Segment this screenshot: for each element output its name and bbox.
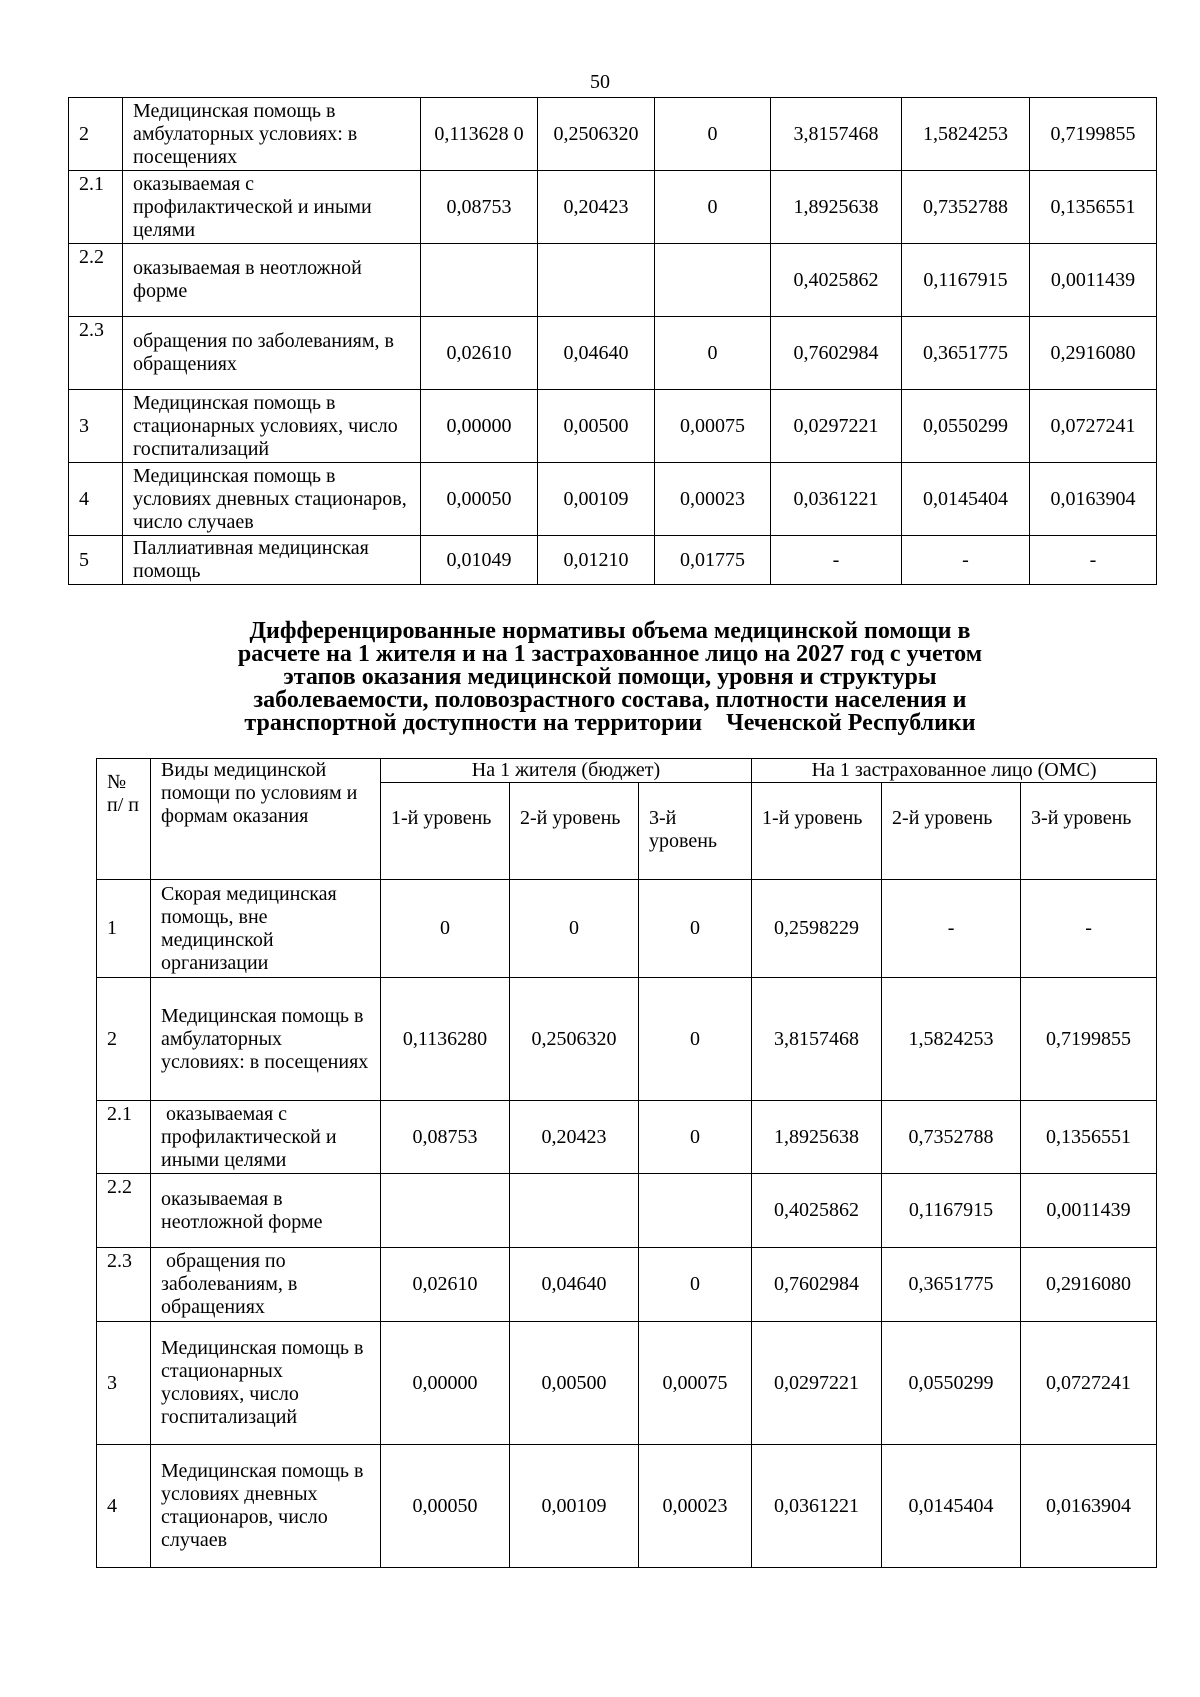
budget-level-2 <box>510 1174 639 1248</box>
budget-level-1: 0,08753 <box>421 171 538 244</box>
row-name: Медицинская помощь в стационарных условиях, число госпитализаций <box>123 390 421 463</box>
budget-level-1 <box>381 1174 510 1248</box>
budget-level-1: 0,00050 <box>421 463 538 536</box>
oms-level-2: 0,3651775 <box>902 317 1030 390</box>
oms-level-3: 0,0727241 <box>1030 390 1157 463</box>
budget-level-2: 0,04640 <box>538 317 655 390</box>
table-row <box>97 1322 1157 1445</box>
budget-level-3: 0,00023 <box>655 463 771 536</box>
budget-level-2: 0,00109 <box>510 1445 639 1568</box>
oms-level-3: 0,0163904 <box>1021 1445 1157 1568</box>
table-row <box>69 317 1157 390</box>
oms-level-1: 0,7602984 <box>771 317 902 390</box>
budget-level-3: 0,00075 <box>639 1322 752 1445</box>
title-line: этапов оказания медицинской помощи, уровня и структуры <box>283 664 937 690</box>
header-oms: На 1 застрахованное лицо (ОМС) <box>752 759 1157 783</box>
budget-level-3: 0 <box>639 880 752 978</box>
section-title <box>140 620 1080 735</box>
oms-level-2: 1,5824253 <box>882 978 1021 1101</box>
table-row <box>69 98 1157 171</box>
row-name: обращения по заболеваниям, в обращениях <box>151 1248 381 1322</box>
budget-level-1 <box>421 244 538 317</box>
row-number: 4 <box>69 463 123 536</box>
row-name: оказываемая с профилактической и иными целями <box>151 1101 381 1174</box>
header-oms-level-1: 1-й уровень <box>752 783 882 880</box>
table-row <box>69 536 1157 585</box>
row-name: оказываемая в неотложной форме <box>151 1174 381 1248</box>
row-name: Скорая медицинская помощь, вне медицинской организации <box>151 880 381 978</box>
row-number: 2.3 <box>97 1248 151 1322</box>
budget-level-3: 0 <box>639 978 752 1101</box>
budget-level-2: 0,20423 <box>538 171 655 244</box>
row-name: Медицинская помощь в стационарных условиях, число госпитализаций <box>151 1322 381 1445</box>
row-name: Медицинская помощь в амбулаторных условиях: в посещениях <box>151 978 381 1101</box>
table-row <box>97 880 1157 978</box>
oms-level-2: 0,1167915 <box>882 1174 1021 1248</box>
oms-level-1: 0,0297221 <box>771 390 902 463</box>
budget-level-3: 0,00075 <box>655 390 771 463</box>
budget-level-1: 0,00000 <box>381 1322 510 1445</box>
table-bottom <box>96 758 1157 1568</box>
title-line: Дифференцированные нормативы объема медицинской помощи в <box>249 618 971 644</box>
oms-level-2: 0,0550299 <box>902 390 1030 463</box>
header-budget-level-2: 2-й уровень <box>510 783 639 880</box>
budget-level-3: 0,01775 <box>655 536 771 585</box>
row-number: 5 <box>69 536 123 585</box>
oms-level-1: 0,4025862 <box>752 1174 882 1248</box>
row-number: 2.1 <box>97 1101 151 1174</box>
oms-level-3: 0,0727241 <box>1021 1322 1157 1445</box>
oms-level-1: 0,2598229 <box>752 880 882 978</box>
header-budget-level-3: 3-й уровень <box>639 783 752 880</box>
oms-level-3: 0,0011439 <box>1030 244 1157 317</box>
header-oms-level-3: 3-й уровень <box>1021 783 1157 880</box>
oms-level-3: 0,2916080 <box>1030 317 1157 390</box>
header-budget-level-1: 1-й уровень <box>381 783 510 880</box>
oms-level-3: 0,7199855 <box>1021 978 1157 1101</box>
oms-level-2: 0,7352788 <box>902 171 1030 244</box>
budget-level-3: 0 <box>655 317 771 390</box>
budget-level-3 <box>655 244 771 317</box>
header-budget: На 1 жителя (бюджет) <box>381 759 752 783</box>
budget-level-1: 0,00000 <box>421 390 538 463</box>
oms-level-3: 0,0163904 <box>1030 463 1157 536</box>
header-kind: Виды медицинской помощи по условиям и формам оказания <box>151 759 381 880</box>
table-row <box>69 463 1157 536</box>
budget-level-1: 0,02610 <box>381 1248 510 1322</box>
page-number: 50 <box>590 71 610 93</box>
oms-level-2: 0,0550299 <box>882 1322 1021 1445</box>
title-line: заболеваемости, половозрастного состава, плотности населения и <box>253 687 967 713</box>
budget-level-1: 0,113628 0 <box>421 98 538 171</box>
row-number: 4 <box>97 1445 151 1568</box>
oms-level-2: 0,0145404 <box>902 463 1030 536</box>
budget-level-3: 0 <box>655 98 771 171</box>
table-row <box>97 1445 1157 1568</box>
oms-level-2: 0,3651775 <box>882 1248 1021 1322</box>
oms-level-1: 0,4025862 <box>771 244 902 317</box>
row-number: 2 <box>97 978 151 1101</box>
row-name: Медицинская помощь в условиях дневных стационаров, число случаев <box>123 463 421 536</box>
row-number: 3 <box>97 1322 151 1445</box>
budget-level-1: 0,01049 <box>421 536 538 585</box>
budget-level-1: 0,02610 <box>421 317 538 390</box>
oms-level-1: 0,0361221 <box>771 463 902 536</box>
row-number: 2.2 <box>69 244 123 317</box>
oms-level-3: - <box>1030 536 1157 585</box>
budget-level-2: 0,2506320 <box>538 98 655 171</box>
budget-level-2: 0,00109 <box>538 463 655 536</box>
table-top <box>68 97 1157 585</box>
table-row <box>97 1174 1157 1248</box>
budget-level-3: 0 <box>655 171 771 244</box>
budget-level-1: 0,00050 <box>381 1445 510 1568</box>
title-line: транспортной доступности на территории Чеченской Республики <box>244 710 976 736</box>
row-name: оказываемая с профилактической и иными целями <box>123 171 421 244</box>
title-line: расчете на 1 жителя и на 1 застрахованное лицо на 2027 год с учетом <box>237 641 983 667</box>
row-number: 2 <box>69 98 123 171</box>
row-name: оказываемая в неотложной форме <box>123 244 421 317</box>
oms-level-2: 0,7352788 <box>882 1101 1021 1174</box>
row-number: 2.1 <box>69 171 123 244</box>
row-name: Медицинская помощь в условиях дневных стационаров, число случаев <box>151 1445 381 1568</box>
row-name: Паллиативная медицинская помощь <box>123 536 421 585</box>
oms-level-3: 0,0011439 <box>1021 1174 1157 1248</box>
oms-level-1: 0,0297221 <box>752 1322 882 1445</box>
row-number: 2.2 <box>97 1174 151 1248</box>
oms-level-2: 0,1167915 <box>902 244 1030 317</box>
budget-level-2 <box>538 244 655 317</box>
budget-level-3: 0 <box>639 1101 752 1174</box>
oms-level-3: 0,1356551 <box>1030 171 1157 244</box>
budget-level-2: 0,00500 <box>510 1322 639 1445</box>
budget-level-3 <box>639 1174 752 1248</box>
oms-level-1: 1,8925638 <box>752 1101 882 1174</box>
budget-level-1: 0,08753 <box>381 1101 510 1174</box>
oms-level-1: - <box>771 536 902 585</box>
row-number: 1 <box>97 880 151 978</box>
budget-level-2: 0,01210 <box>538 536 655 585</box>
budget-level-3: 0 <box>639 1248 752 1322</box>
table-row <box>69 390 1157 463</box>
oms-level-1: 3,8157468 <box>771 98 902 171</box>
table-row <box>97 1248 1157 1322</box>
table-row <box>97 1101 1157 1174</box>
oms-level-3: - <box>1021 880 1157 978</box>
budget-level-2: 0 <box>510 880 639 978</box>
budget-level-1: 0 <box>381 880 510 978</box>
oms-level-2: 0,0145404 <box>882 1445 1021 1568</box>
oms-level-3: 0,7199855 <box>1030 98 1157 171</box>
oms-level-1: 1,8925638 <box>771 171 902 244</box>
budget-level-2: 0,04640 <box>510 1248 639 1322</box>
oms-level-2: 1,5824253 <box>902 98 1030 171</box>
header-number: № п/ п <box>97 759 151 880</box>
oms-level-3: 0,1356551 <box>1021 1101 1157 1174</box>
oms-level-1: 0,7602984 <box>752 1248 882 1322</box>
row-name: обращения по заболеваниям, в обращениях <box>123 317 421 390</box>
budget-level-2: 0,2506320 <box>510 978 639 1101</box>
table-row <box>97 978 1157 1101</box>
budget-level-2: 0,20423 <box>510 1101 639 1174</box>
row-number: 2.3 <box>69 317 123 390</box>
budget-level-2: 0,00500 <box>538 390 655 463</box>
oms-level-1: 3,8157468 <box>752 978 882 1101</box>
oms-level-2: - <box>882 880 1021 978</box>
budget-level-3: 0,00023 <box>639 1445 752 1568</box>
header-row <box>97 759 1157 783</box>
oms-level-2: - <box>902 536 1030 585</box>
oms-level-3: 0,2916080 <box>1021 1248 1157 1322</box>
budget-level-1: 0,1136280 <box>381 978 510 1101</box>
table-row <box>69 244 1157 317</box>
oms-level-1: 0,0361221 <box>752 1445 882 1568</box>
row-number: 3 <box>69 390 123 463</box>
table-row <box>69 171 1157 244</box>
header-oms-level-2: 2-й уровень <box>882 783 1021 880</box>
row-name: Медицинская помощь в амбулаторных условиях: в посещениях <box>123 98 421 171</box>
